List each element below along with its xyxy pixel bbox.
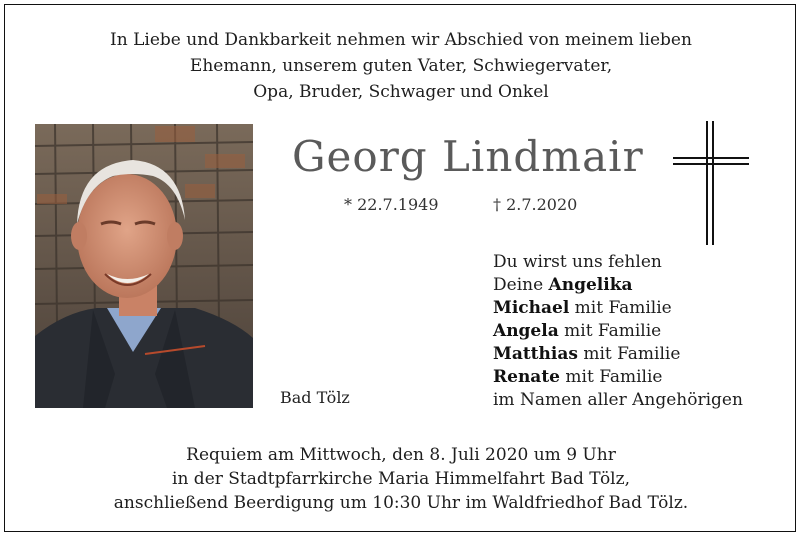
- mourner-name: Michael: [493, 298, 570, 318]
- mourner-name: Matthias: [493, 344, 578, 364]
- intro-text: [5, 27, 797, 105]
- service-info: [5, 443, 797, 515]
- intro-line: Ehemann, unserem guten Vater, Schwiegervater,: [189, 56, 613, 76]
- mourner-suffix: mit Familie: [560, 367, 663, 387]
- mourner-prefix: Deine: [493, 275, 549, 295]
- mourner-name: Angelika: [548, 275, 633, 295]
- mourner-entry: [493, 320, 743, 343]
- obituary-notice: [4, 4, 796, 532]
- mourner-name: Renate: [493, 367, 560, 387]
- mourner-suffix: mit Familie: [577, 344, 681, 364]
- mourner-entry: [493, 343, 743, 366]
- mourner-suffix: mit Familie: [558, 321, 662, 341]
- death-date: † 2.7.2020: [493, 195, 578, 214]
- mourners-intro: Du wirst uns fehlen: [493, 252, 662, 272]
- mourners-closing: im Namen aller Angehörigen: [493, 390, 743, 410]
- mourner-name: Angela: [493, 321, 559, 341]
- mourners-list: [493, 251, 743, 412]
- deceased-name: Georg Lindmair: [292, 132, 644, 181]
- intro-line: In Liebe und Dankbarkeit nehmen wir Abschied von meinem lieben: [110, 30, 692, 50]
- residence-place: Bad Tölz: [280, 388, 350, 407]
- service-line: anschließend Beerdigung um 10:30 Uhr im Waldfriedhof Bad Tölz.: [113, 493, 689, 513]
- service-line: in der Stadtpfarrkirche Maria Himmelfahrt Bad Tölz,: [172, 469, 630, 489]
- mourner-entry: [493, 366, 743, 389]
- portrait-photo: [35, 124, 253, 408]
- cross-icon: [673, 121, 753, 245]
- birth-date: * 22.7.1949: [344, 195, 439, 214]
- service-line: Requiem am Mittwoch, den 8. Juli 2020 um 9 Uhr: [186, 445, 616, 465]
- mourner-suffix: mit Familie: [569, 298, 672, 318]
- intro-line: Opa, Bruder, Schwager und Onkel: [253, 82, 549, 102]
- mourner-entry: [493, 297, 743, 320]
- mourner-entry: [493, 274, 743, 297]
